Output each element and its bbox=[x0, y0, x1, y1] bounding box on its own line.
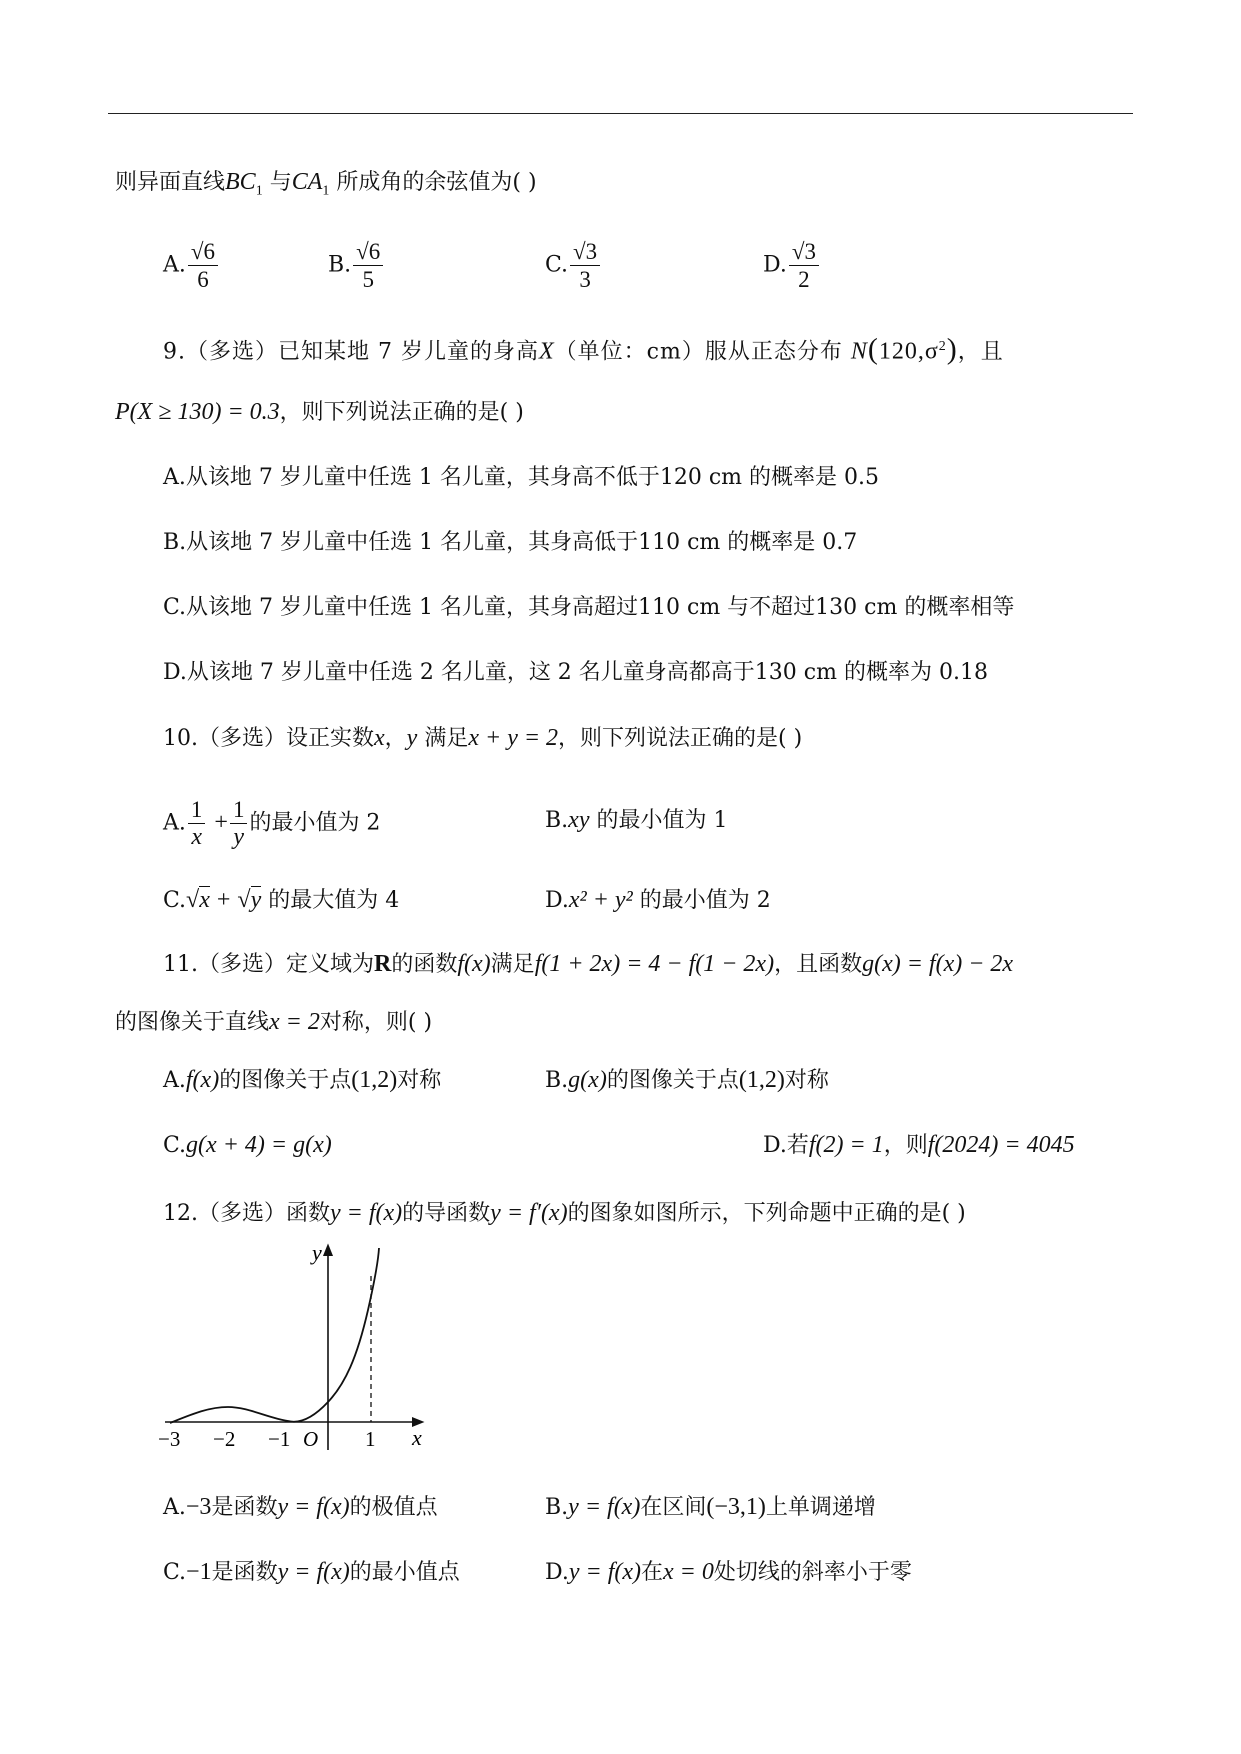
q11-option-d[interactable]: D.若f(2) = 1，则f(2024) = 4045 bbox=[763, 1132, 1075, 1158]
q12-option-c[interactable]: C.−1是函数y = f(x)的最小值点 bbox=[163, 1559, 460, 1585]
q9-stem-line2: P(X ≥ 130) = 0.3，则下列说法正确的是( ) bbox=[115, 399, 524, 425]
derivative-graph bbox=[150, 1240, 450, 1460]
q11-stem-line2: 的图像关于直线x = 2对称，则( ) bbox=[115, 1009, 433, 1035]
q9-option-c[interactable]: C.从该地 7 岁儿童中任选 1 名儿童，其身高超过110 cm 与不超过130 cm 的概率相等 bbox=[163, 595, 1015, 620]
origin-label: O bbox=[303, 1427, 319, 1451]
fraction: $\frac{√6}{6}$ bbox=[188, 238, 218, 293]
tick-label: −1 bbox=[268, 1427, 291, 1451]
q8-stem: 则异面直线$BC_1$ 与$CA_1$ 所成角的余弦值为( ) bbox=[115, 169, 537, 199]
x-axis-label: x bbox=[412, 1425, 422, 1450]
q11-option-b[interactable]: B.g(x)的图像关于点(1,2)对称 bbox=[545, 1067, 829, 1093]
tick-label: 1 bbox=[365, 1427, 376, 1451]
q10-option-c[interactable]: C.√x + √y 的最大值为 4 bbox=[163, 887, 400, 913]
q10-option-d[interactable]: D.x² + y² 的最小值为 2 bbox=[545, 887, 771, 913]
q12-option-d[interactable]: D.y = f(x)在x = 0处切线的斜率小于零 bbox=[545, 1559, 912, 1585]
fraction: $\frac{√3}{2}$ bbox=[789, 238, 819, 293]
q9-option-b[interactable]: B.从该地 7 岁儿童中任选 1 名儿童，其身高低于110 cm 的概率是 0.7 bbox=[163, 530, 858, 555]
q12-option-a[interactable]: A.−3是函数y = f(x)的极值点 bbox=[163, 1494, 438, 1520]
y-axis-label: y bbox=[312, 1240, 322, 1265]
q10-option-a[interactable]: A. $\frac{1}{x}$ + $\frac{1}{y}$ 的最小值为 2 bbox=[163, 797, 381, 850]
q12-option-b[interactable]: B.y = f(x)在区间(−3,1)上单调递增 bbox=[545, 1494, 876, 1520]
tick-label: −3 bbox=[158, 1427, 181, 1451]
q10-stem: 10.（多选）设正实数x，y 满足x + y = 2，则下列说法正确的是( ) bbox=[163, 725, 803, 751]
q8-option-b[interactable]: B. $\frac{√6}{5}$ bbox=[328, 238, 385, 293]
q10-option-b[interactable]: B.xy 的最小值为 1 bbox=[545, 807, 728, 833]
header-rule bbox=[108, 113, 1133, 114]
q8-option-c[interactable]: C. $\frac{√3}{3}$ bbox=[545, 238, 602, 293]
derivative-curve bbox=[170, 1248, 379, 1423]
q11-stem-line1: 11.（多选）定义域为R的函数f(x)满足f(1 + 2x) = 4 − f(1 − 2x)，且函数g(x) = f(x) − 2x bbox=[163, 951, 1014, 977]
q11-option-c[interactable]: C.g(x + 4) = g(x) bbox=[163, 1132, 332, 1158]
tick-label: −2 bbox=[213, 1427, 236, 1451]
q9-stem-line1: 9.（多选）已知某地 7 岁儿童的身高X（单位：cm）服从正态分布 $N(120,\sigma^2)$，且 bbox=[163, 332, 1004, 366]
q9-option-d[interactable]: D.从该地 7 岁儿童中任选 2 名儿童，这 2 名儿童身高都高于130 cm 的概率为 0.18 bbox=[163, 660, 988, 685]
q12-stem: 12.（多选）函数y = f(x)的导函数y = f′(x)的图象如图所示，下列命题中正确的是( ) bbox=[163, 1200, 966, 1226]
q9-option-a[interactable]: A.从该地 7 岁儿童中任选 1 名儿童，其身高不低于120 cm 的概率是 0.5 bbox=[163, 465, 879, 490]
fraction: $\frac{1}{x}$ bbox=[188, 796, 206, 851]
fraction: $\frac{√6}{5}$ bbox=[353, 238, 383, 293]
q8-option-a[interactable]: A. $\frac{√6}{6}$ bbox=[163, 238, 220, 293]
q8-option-d[interactable]: D. $\frac{√3}{2}$ bbox=[763, 238, 821, 293]
q11-option-a[interactable]: A.f(x)的图像关于点(1,2)对称 bbox=[163, 1067, 442, 1093]
fraction: $\frac{1}{y}$ bbox=[230, 796, 248, 851]
fraction: $\frac{√3}{3}$ bbox=[570, 238, 600, 293]
